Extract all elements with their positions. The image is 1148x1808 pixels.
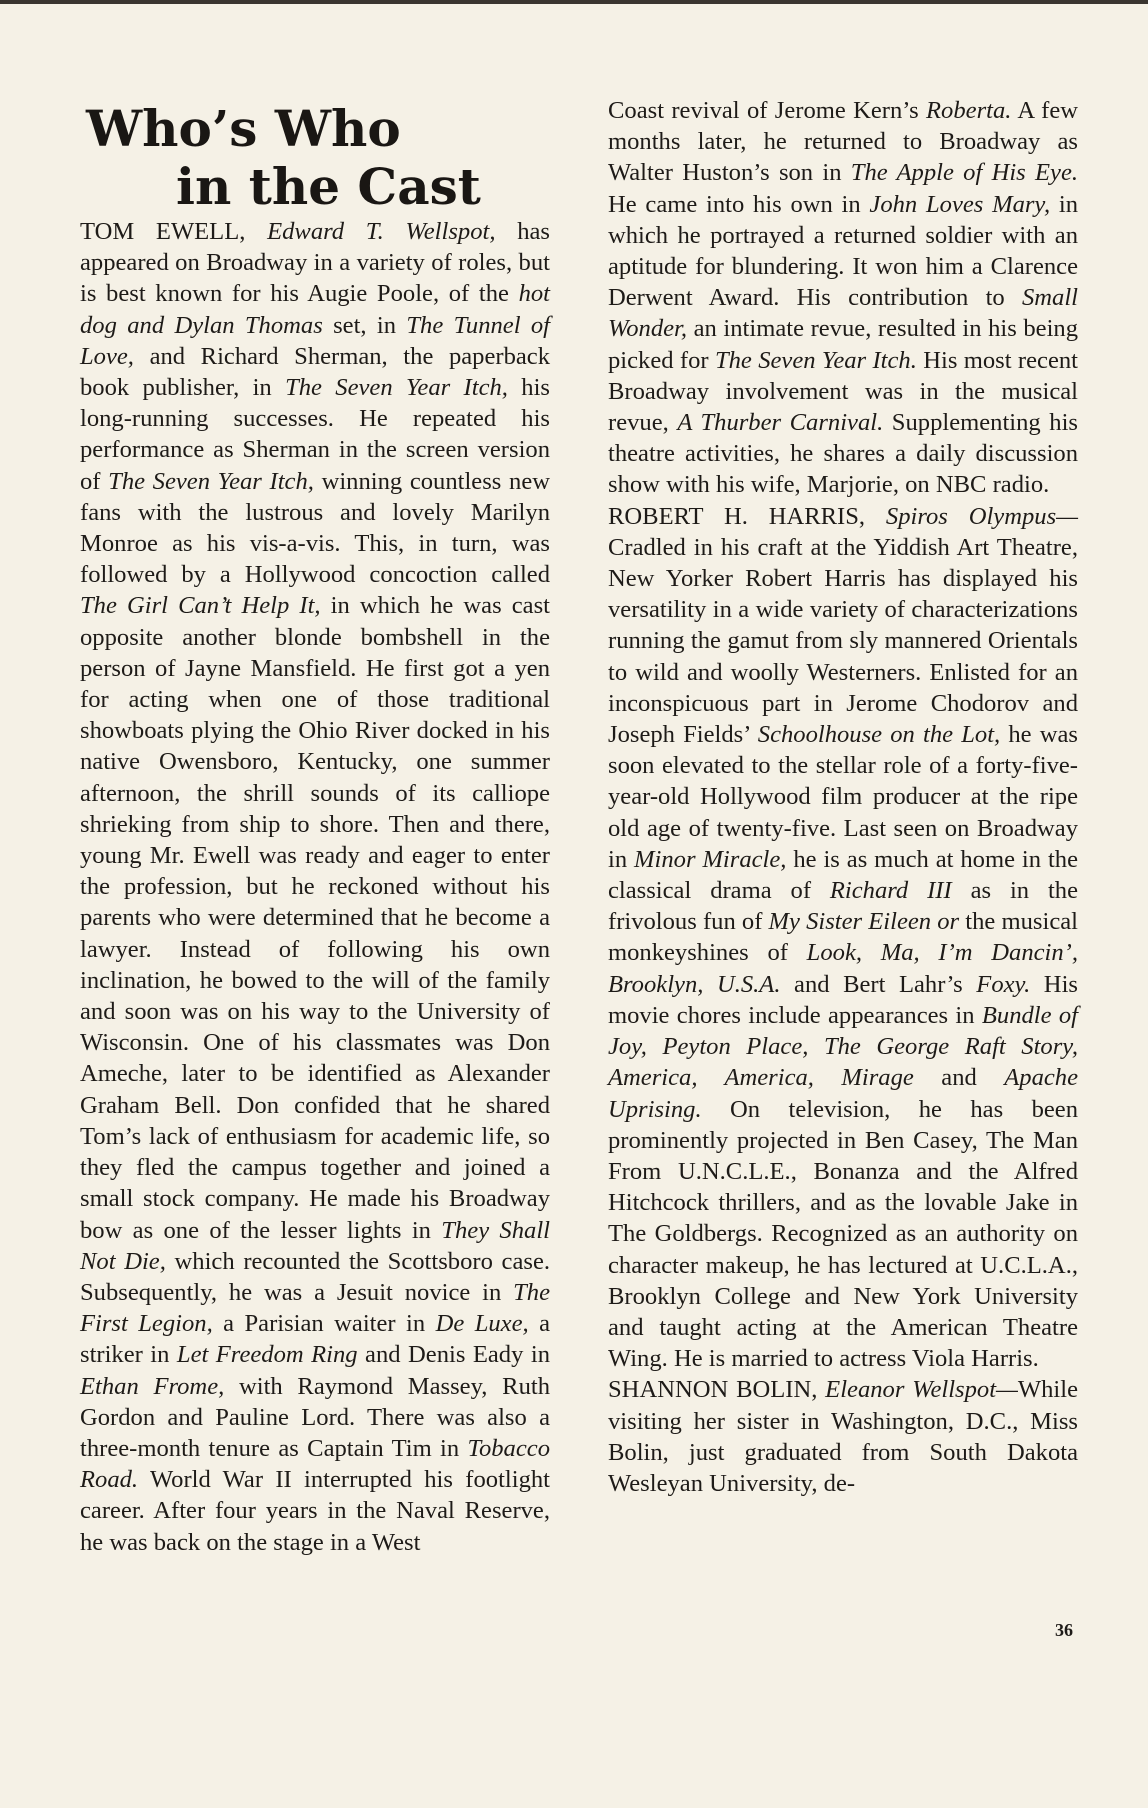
italic-title-text: Look, Ma, I’m Dancin’, Brooklyn, U.S.A.: [608, 939, 1078, 998]
italic-title-text: John Loves Mary,: [869, 190, 1051, 218]
body-text: he is as much at home in the classical drama of: [608, 845, 1079, 905]
italic-title-text: The Tunnel of Love,: [80, 311, 551, 370]
body-text: While visiting her sister in Washington, D.C., Miss Bolin, just graduated from South Dakota Wesleyan University, de-: [608, 1376, 1078, 1497]
body-text: an intimate revue, resulted in his being picked for: [608, 315, 1078, 374]
top-rule: [0, 0, 1148, 4]
italic-title-text: Edward T. Wellspot,: [267, 218, 496, 245]
italic-title-text: Bundle of Joy, Peyton Place, The George Raft Story, America, America, Mirage: [608, 1001, 1078, 1092]
body-text: and Bert Lahr’s: [780, 970, 977, 998]
left-column: [80, 100, 550, 1558]
right-column: [608, 95, 1078, 1499]
bio-robert-h-harris: [608, 501, 1078, 1375]
italic-title-text: Ethan Frome,: [80, 1372, 225, 1400]
italic-title-text: Richard III: [829, 877, 952, 905]
body-text: a striker in: [80, 1310, 550, 1369]
body-text: the musical monkeyshines of: [608, 908, 1078, 967]
body-text: as in the frivolous fun of: [608, 877, 1079, 936]
italic-title-text: Minor Miracle,: [634, 845, 787, 873]
italic-title-text: Small Wonder,: [608, 284, 1078, 343]
title-line-1: Who’s Who: [86, 99, 401, 158]
body-text: has appeared on Broadway in a variety of roles, but is best known for his Augie Poole, of the: [80, 218, 550, 308]
body-text: His movie chores include appearances in: [608, 970, 1078, 1029]
italic-title-text: hot dog and Dylan Thomas: [80, 280, 550, 339]
body-text: A few months later, he returned to Broadway as Walter Huston’s son in: [608, 97, 1078, 187]
italic-title-text: Foxy.: [976, 970, 1031, 998]
body-text: SHANNON BOLIN,: [608, 1376, 826, 1404]
body-text: ROBERT H. HARRIS,: [608, 502, 886, 530]
body-text: and: [913, 1064, 1005, 1092]
body-text: a Parisian waiter in: [212, 1310, 436, 1338]
body-text: and Richard Sherman, the paperback book publisher, in: [80, 342, 550, 402]
title-line-2: in the Cast: [176, 157, 481, 216]
bio-tom-ewell-continued: [608, 95, 1078, 501]
body-text: with Raymond Massey, Ruth Gordon and Pauline Lord. There was also a three-month tenure as Captain Tim in: [80, 1372, 550, 1462]
body-text: TOM EWELL,: [80, 218, 268, 245]
italic-title-text: Schoolhouse on the Lot,: [757, 721, 1001, 749]
page-number: 36: [1055, 1620, 1073, 1640]
italic-title-text: My Sister Eileen or: [768, 908, 960, 936]
italic-title-text: Apache Uprising.: [608, 1064, 1078, 1123]
body-text: On television, he has been prominently projected in Ben Casey, The Man From U.N.C.L.E., Bonanza and the Alfred Hitchcock thrillers, and as the lovable Jake in The Goldbergs. Recognized as an authority on character makeup, he has lectured at U.C.L.A., Brooklyn College and New York University and taught acting at the American Theatre Wing. He is married to actress Viola Harris.: [608, 1095, 1078, 1373]
italic-title-text: The Girl Can’t Help It,: [80, 592, 321, 620]
italic-title-text: Tobacco Road.: [80, 1434, 550, 1494]
page-title: [86, 100, 550, 216]
body-text: which recounted the Scottsboro case. Subsequently, he was a Jesuit novice in: [80, 1247, 551, 1306]
italic-title-text: Let Freedom Ring: [176, 1341, 358, 1369]
body-text: Supplementing his theatre activities, he shares a daily discussion show with his wife, Marjorie, on NBC radio.: [608, 409, 1078, 499]
italic-title-text: A Thurber Carnival.: [677, 409, 884, 437]
italic-title-text: De Luxe,: [435, 1310, 529, 1338]
body-text: in which he was cast opposite another blonde bombshell in the person of Jayne Mansfield. He first got a yen for acting when one of those traditional showboats plying the Ohio River docked in his native Owensboro, Kentucky, one summer afternoon, the shrill sounds of its calliope shrieking from ship to shore. Then and there, young Mr. Ewell was ready and eager to enter the profession, but he reckoned without his parents who were determined that he become a lawyer. Instead of following his own inclination, he bowed to the will of the family and soon was on his way to the University of Wisconsin. One of his classmates was Don Ameche, later to be identified as Alexander Graham Bell. Don confided that he shared Tom’s lack of enthusiasm for academic life, so they fled the campus together and joined a small stock company. He made his Broadway bow as one of the lesser lights in: [80, 592, 550, 1244]
italic-title-text: The Seven Year Itch,: [285, 374, 508, 402]
body-text: in which he portrayed a returned soldier with an aptitude for blundering. It won him a Clarence Derwent Award. His contribution to: [608, 190, 1079, 312]
italic-title-text: The Seven Year Itch.: [714, 346, 917, 374]
bio-tom-ewell: [80, 216, 550, 1558]
italic-title-text: They Shall Not Die,: [80, 1216, 550, 1275]
body-text: Cradled in his craft at the Yiddish Art Theatre, New Yorker Robert Harris has displayed his versatility in a wide variety of characterizations running the gamut from sly mannered Orientals to wild and woolly Westerners. Enlisted for an inconspicuous part in Jerome Chodorov and Joseph Fields’: [608, 533, 1078, 749]
body-text: set, in: [322, 311, 407, 339]
body-text: and Denis Eady in: [357, 1341, 550, 1369]
italic-title-text: Roberta.: [926, 97, 1012, 124]
body-text: He came into his own in: [608, 190, 870, 218]
body-text: his long-running successes. He repeated his performance as Sherman in the screen version of: [80, 374, 550, 495]
italic-title-text: The First Legion,: [80, 1278, 550, 1338]
italic-title-text: The Apple of His Eye.: [850, 159, 1079, 187]
italic-title-text: The Seven Year Itch,: [108, 467, 314, 495]
body-text: His most recent Broadway involvement was in the musical revue,: [608, 346, 1079, 437]
italic-title-text: Eleanor Wellspot—: [825, 1376, 1018, 1404]
body-text: he was soon elevated to the stellar role of a forty-five-year-old Hollywood film producer at the ripe old age of twenty-five. Last seen on Broadway in: [608, 721, 1078, 873]
italic-title-text: Spiros Olympus—: [885, 502, 1079, 530]
body-text: winning countless new fans with the lustrous and lovely Marilyn Monroe as his vis-a-vis. This, in turn, was followed by a Hollywood concoction called: [80, 467, 550, 589]
body-text: Coast revival of Jerome Kern’s: [608, 97, 927, 124]
body-text: World War II interrupted his footlight career. After four years in the Naval Reserve, he was back on the stage in a West: [80, 1466, 550, 1556]
bio-shannon-bolin: [608, 1374, 1078, 1499]
